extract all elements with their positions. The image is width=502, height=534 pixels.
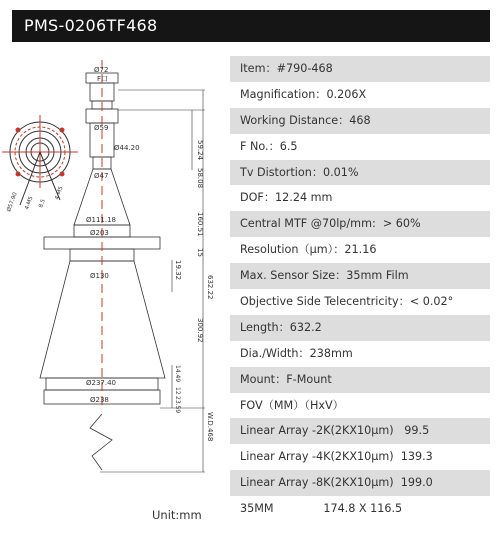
dim-d238: Ø238 bbox=[90, 396, 109, 404]
side-label-2: 8.5 bbox=[38, 198, 47, 209]
dim-15: 15 bbox=[196, 248, 204, 257]
dim-d59: Ø59 bbox=[94, 124, 109, 132]
dim-d44: Ø44.20 bbox=[114, 144, 140, 152]
product-title: PMS-0206TF468 bbox=[24, 16, 158, 35]
spec-row: Max. Sensor Size：35mm Film bbox=[230, 263, 490, 289]
dim-19-32: 19.32 bbox=[174, 260, 182, 281]
spec-row: Working Distance：468 bbox=[230, 108, 490, 134]
spec-row: Mount：F-Mount bbox=[230, 367, 490, 393]
side-label-3: 4-M5 bbox=[24, 195, 35, 211]
spec-row: Resolution（μm）：21.16 bbox=[240, 243, 377, 257]
lens-drawing bbox=[0, 60, 230, 490]
spec-row: Objective Side Telecentricity：< 0.02° bbox=[240, 295, 454, 309]
spec-row: F No.：6.5 bbox=[240, 139, 298, 153]
dim-d130: Ø130 bbox=[90, 272, 109, 280]
spec-row: Item：#790-468 bbox=[230, 56, 490, 82]
working-distance-break bbox=[90, 414, 112, 470]
dim-d72: Ø72 bbox=[94, 66, 109, 74]
dim-d237: Ø237.40 bbox=[86, 379, 117, 387]
spec-row: Magnification：0.206X bbox=[240, 87, 367, 101]
spec-row: Dia./Width：238mm bbox=[240, 346, 353, 360]
spec-row: Linear Array -8K(2KX10μm) 199.0 bbox=[230, 470, 490, 496]
dim-58-08: 58.08 bbox=[196, 168, 204, 189]
spec-row: Central MTF @70lp/mm: > 60% bbox=[230, 211, 490, 237]
spec-table bbox=[230, 56, 490, 522]
spec-row: Tv Distortion：0.01% bbox=[230, 160, 490, 186]
unit-label: Unit:mm bbox=[152, 508, 202, 522]
spec-row: 35MM 174.8 X 116.5 bbox=[240, 502, 403, 516]
spec-row: FOV（MM）（HxV） bbox=[240, 398, 344, 412]
side-label-4: Ø57.90 bbox=[6, 191, 19, 213]
dim-wd: W.D.468 bbox=[206, 412, 214, 442]
dim-d47: Ø47 bbox=[94, 172, 109, 180]
dim-300-92: 300.92 bbox=[196, 318, 204, 343]
dim-d203: Ø203 bbox=[90, 229, 109, 237]
spec-row: Linear Array -2K(2KX10μm) 99.5 bbox=[230, 418, 490, 444]
title-bar bbox=[12, 10, 490, 42]
dim-632-22: 632.22 bbox=[206, 275, 214, 300]
side-label-1: 4-M5 bbox=[54, 185, 65, 201]
spec-row: DOF：12.24 mm bbox=[240, 191, 333, 205]
spec-row: Linear Array -4K(2KX10μm) 139.3 bbox=[240, 450, 433, 464]
dim-23-59: 23.59 bbox=[174, 396, 181, 414]
dim-59-24: 59.24 bbox=[196, 140, 204, 161]
dim-14-49: 14.49 bbox=[174, 365, 181, 383]
spec-row: Length：632.2 bbox=[230, 315, 490, 341]
mount-side-view bbox=[2, 115, 78, 205]
mount-label: F口 bbox=[97, 75, 109, 83]
dim-12: 12 bbox=[174, 387, 181, 395]
dim-160-51: 160.51 bbox=[196, 212, 204, 237]
dim-d111: Ø111.18 bbox=[86, 216, 117, 224]
